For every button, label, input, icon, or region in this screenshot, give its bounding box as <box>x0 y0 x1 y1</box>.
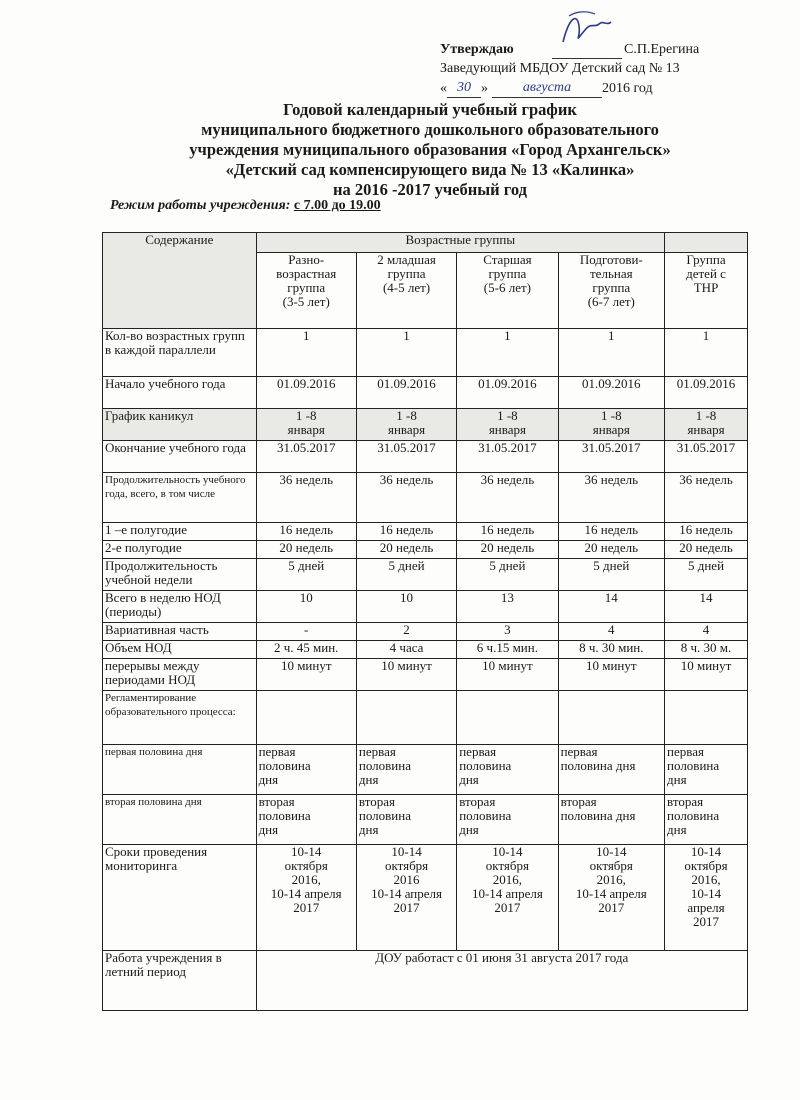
cell-value: 36 недель <box>256 473 356 523</box>
cell-value: 31.05.2017 <box>457 441 558 473</box>
cell-value: 6 ч.15 мин. <box>457 641 558 659</box>
table-row <box>103 473 748 523</box>
row-label: Окончание учебного года <box>103 441 257 473</box>
cell-value: 36 недель <box>558 473 664 523</box>
work-mode-hours: с 7.00 до 19.00 <box>293 198 381 213</box>
cell-value: 1 <box>665 329 748 377</box>
cell-value: вторая половина дня <box>356 795 456 845</box>
table-row <box>103 377 748 409</box>
cell-value: - <box>256 623 356 641</box>
cell-value: 01.09.2016 <box>256 377 356 409</box>
work-mode-label: Режим работы учреждения: <box>110 198 294 213</box>
title-line-2: муниципального бюджетного дошкольного образовательного <box>201 120 659 139</box>
cell-value: вторая половина дня <box>665 795 748 845</box>
work-mode <box>110 198 381 214</box>
row-label: Регламентирование образовательного процесса: <box>103 691 257 745</box>
cell-value: 16 недель <box>665 523 748 541</box>
cell-value: 31.05.2017 <box>356 441 456 473</box>
table-row <box>103 559 748 591</box>
table-row <box>103 409 748 441</box>
row-label: Вариативная часть <box>103 623 257 641</box>
title-line-4: «Детский сад компенсирующего вида № 13 «Калинка» <box>225 160 635 179</box>
cell-value: первая половина дня <box>256 745 356 795</box>
cell-value: 10-14 октября 2016, 10-14 апреля 2017 <box>457 845 558 951</box>
table-row <box>103 641 748 659</box>
cell-value: 10 минут <box>558 659 664 691</box>
row-label: 1 –е полугодие <box>103 523 257 541</box>
cell-value: 31.05.2017 <box>558 441 664 473</box>
date-month: августа <box>492 78 602 98</box>
cell-value: 1 -8 января <box>356 409 456 441</box>
date-day: 30 <box>447 78 481 98</box>
column-header: Подготови- тельная группа (6-7 лет) <box>558 253 664 329</box>
cell-value: 10 минут <box>665 659 748 691</box>
cell-value: 31.05.2017 <box>256 441 356 473</box>
cell-value: 8 ч. 30 мин. <box>558 641 664 659</box>
cell-value: 10-14 октября 2016, 10-14 апреля 2017 <box>558 845 664 951</box>
cell-value: 20 недель <box>256 541 356 559</box>
cell-value: 3 <box>457 623 558 641</box>
document-title <box>0 100 800 200</box>
approve-word: Утверждаю <box>440 42 514 57</box>
cell-value: первая половина дня <box>558 745 664 795</box>
cell-value: 36 недель <box>356 473 456 523</box>
cell-value: 1 <box>356 329 456 377</box>
cell-value: 13 <box>457 591 558 623</box>
cell-value: 1 -8 января <box>558 409 664 441</box>
table-row <box>103 691 748 745</box>
cell-value <box>457 691 558 745</box>
date-close-quote: » <box>481 81 488 96</box>
cell-value: 20 недель <box>356 541 456 559</box>
cell-value: 4 <box>558 623 664 641</box>
table-row <box>103 523 748 541</box>
title-line-3: учреждения муниципального образования «Город Архангельск» <box>189 140 671 159</box>
table-row <box>103 745 748 795</box>
cell-value: 5 дней <box>457 559 558 591</box>
cell-value: 10-14 октября 2016 10-14 апреля 2017 <box>356 845 456 951</box>
column-header: Группа детей с ТНР <box>665 253 748 329</box>
row-label: 2-е полугодие <box>103 541 257 559</box>
cell-value: 14 <box>558 591 664 623</box>
table-row <box>103 845 748 951</box>
cell-value: 10-14 октября 2016, 10-14 апреля 2017 <box>256 845 356 951</box>
header-blank <box>665 233 748 253</box>
cell-value: 10 минут <box>356 659 456 691</box>
row-label: Продолжительность учебной недели <box>103 559 257 591</box>
cell-value: 36 недель <box>665 473 748 523</box>
cell-value: 1 <box>256 329 356 377</box>
cell-value: 10 минут <box>457 659 558 691</box>
row-label: Всего в неделю НОД (периоды) <box>103 591 257 623</box>
cell-value <box>356 691 456 745</box>
cell-value: вторая половина дня <box>256 795 356 845</box>
cell-value: 01.09.2016 <box>356 377 456 409</box>
cell-value: 5 дней <box>558 559 664 591</box>
cell-value: 14 <box>665 591 748 623</box>
cell-value: 2 ч. 45 мин. <box>256 641 356 659</box>
cell-value: вторая половина дня <box>558 795 664 845</box>
cell-value: 16 недель <box>457 523 558 541</box>
table-row <box>103 329 748 377</box>
row-label: Продолжительность учебного года, всего, в том числе <box>103 473 257 523</box>
column-header: Разно- возрастная группа (3-5 лет) <box>256 253 356 329</box>
cell-value: 1 <box>457 329 558 377</box>
cell-value: 20 недель <box>558 541 664 559</box>
cell-value: 4 часа <box>356 641 456 659</box>
signer-name: С.П.Ерегина <box>624 42 700 57</box>
cell-value: 31.05.2017 <box>665 441 748 473</box>
cell-value: вторая половина дня <box>457 795 558 845</box>
row-label: вторая половина дня <box>103 795 257 845</box>
cell-value: 10-14 октября 2016, 10-14 апреля 2017 <box>665 845 748 951</box>
cell-value: 8 ч. 30 м. <box>665 641 748 659</box>
header-content: Содержание <box>103 233 257 329</box>
cell-value: 10 <box>356 591 456 623</box>
cell-value: 01.09.2016 <box>457 377 558 409</box>
cell-value: 5 дней <box>665 559 748 591</box>
table-row <box>103 541 748 559</box>
row-label: График каникул <box>103 409 257 441</box>
row-label: перерывы между периодами НОД <box>103 659 257 691</box>
cell-value: 01.09.2016 <box>558 377 664 409</box>
table-row <box>103 659 748 691</box>
cell-value: 4 <box>665 623 748 641</box>
approver-position: Заведующий МБДОУ Детский сад № 13 <box>440 61 680 76</box>
cell-value: 1 -8 января <box>665 409 748 441</box>
column-header: Старшая группа (5-6 лет) <box>457 253 558 329</box>
column-header: 2 младшая группа (4-5 лет) <box>356 253 456 329</box>
approval-date <box>440 78 780 98</box>
cell-value: 1 <box>558 329 664 377</box>
table-row <box>103 795 748 845</box>
summer-value: ДОУ работаст с 01 июня 31 августа 2017 года <box>256 951 747 1011</box>
cell-value <box>558 691 664 745</box>
row-label: Кол-во возрастных групп в каждой параллели <box>103 329 257 377</box>
title-line-5: на 2016 -2017 учебный год <box>333 180 527 199</box>
row-label: Объем НОД <box>103 641 257 659</box>
cell-value <box>665 691 748 745</box>
signature-icon <box>555 8 615 52</box>
cell-value: 16 недель <box>356 523 456 541</box>
cell-value <box>256 691 356 745</box>
cell-value: первая половина дня <box>457 745 558 795</box>
schedule-table <box>102 232 748 1011</box>
cell-value: 16 недель <box>558 523 664 541</box>
cell-value: первая половина дня <box>356 745 456 795</box>
cell-value: 20 недель <box>457 541 558 559</box>
row-label: Начало учебного года <box>103 377 257 409</box>
cell-value: 5 дней <box>356 559 456 591</box>
cell-value: 01.09.2016 <box>665 377 748 409</box>
table-row <box>103 623 748 641</box>
cell-value: 20 недель <box>665 541 748 559</box>
date-open-quote: « <box>440 81 447 96</box>
cell-value: 2 <box>356 623 456 641</box>
cell-value: 36 недель <box>457 473 558 523</box>
cell-value: первая половина дня <box>665 745 748 795</box>
date-year: 2016 год <box>602 81 653 96</box>
cell-value: 10 <box>256 591 356 623</box>
header-age-groups: Возрастные группы <box>256 233 664 253</box>
table-row <box>103 591 748 623</box>
cell-value: 10 минут <box>256 659 356 691</box>
cell-value: 16 недель <box>256 523 356 541</box>
row-label: первая половина дня <box>103 745 257 795</box>
cell-value: 1 -8 января <box>256 409 356 441</box>
title-line-1: Годовой календарный учебный график <box>283 100 577 119</box>
table-row <box>103 441 748 473</box>
cell-value: 1 -8 января <box>457 409 558 441</box>
cell-value: 5 дней <box>256 559 356 591</box>
row-label: Сроки проведения мониторинга <box>103 845 257 951</box>
summer-label: Работа учреждения в летний период <box>103 951 257 1011</box>
